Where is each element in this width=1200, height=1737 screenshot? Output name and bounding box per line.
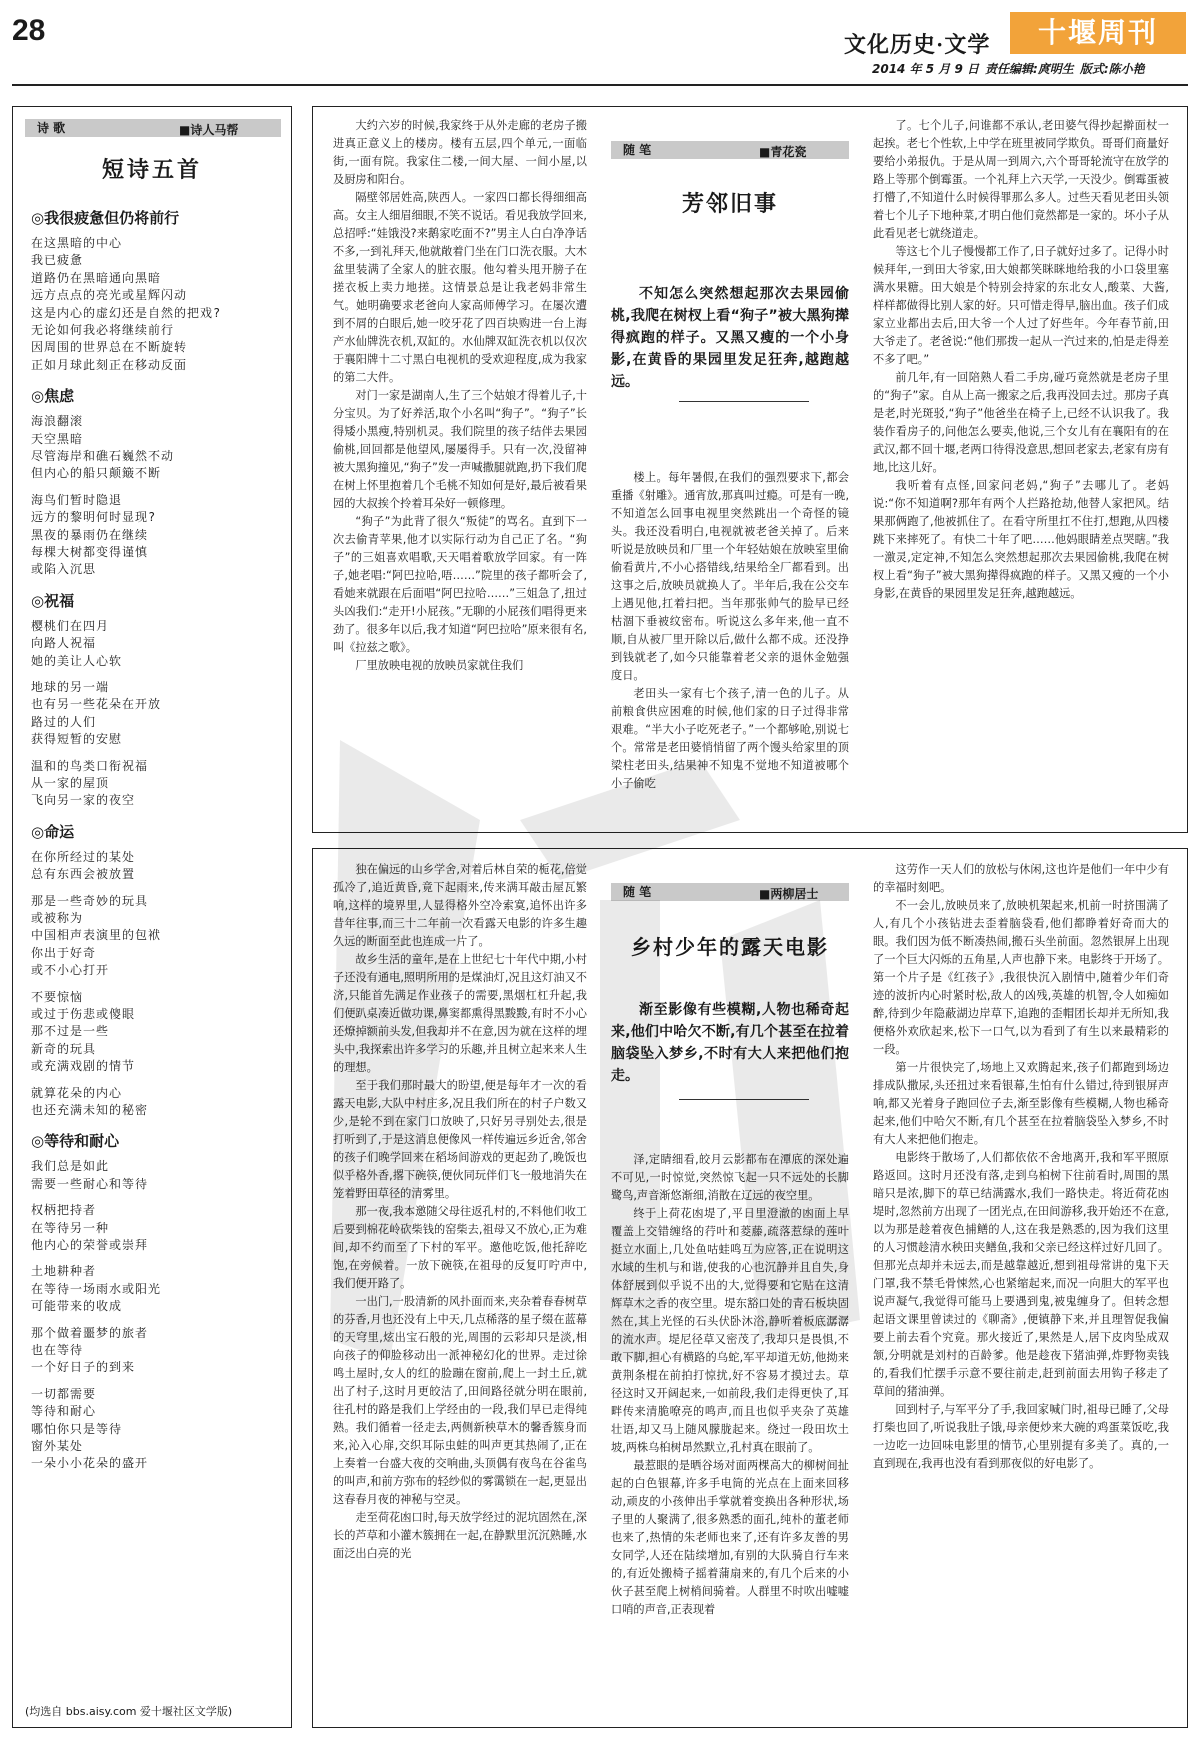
paragraph: 前几年,有一回陪熟人看二手房,碰巧竟然就是老房子里的“狗子”家。自从上高一搬家之后,我再没回去过。那房子真是老,时光斑驳,“狗子”他爸坐在椅子上,已经不认识我了。我装作看房子的,问他怎么要卖,他说,三个女儿有在襄阳有的在武汉,都不回十堰,老两口待得没意思,想回老家去,老家有房有地,比这儿好。 [873, 371, 1169, 474]
paragraph: 对门一家是湖南人,生了三个姑娘才得着儿子,十分宝贝。为了好养活,取个小名叫“狗子”。“狗子”长得矮小黑瘦,特别机灵。我们院里的孩子结伴去果园偷桃,回回都是他望风,屡屡得手。只有一次,没留神被大黑狗撞见,“狗子”发一声喊撒腿就跑,扔下我们爬在树上怀里抱着几个毛桃不知如何是好,最后被看果园的大叔挨个拎着耳朵好一顿修理。 [333, 389, 587, 510]
article1-lead: 不知怎么突然想起那次去果园偷桃,我爬在树杈上看“狗子”被大黑狗撵得疯跑的样子。又黑又瘦的一个小身影,在黄昏的果园里发足狂奔,越跑越远。 [611, 286, 849, 390]
article-fangling [312, 106, 1188, 833]
paragraph: 楼上。每年暑假,在我们的强烈要求下,都会重播《射雕》。通宵放,那真叫过瘾。可是有一晚,不知道怎么回事电视里突然跳出一个奇怪的镜头。我还没看明白,电视就被老爸关掉了。后来听说是放映员和厂里一个年轻姑娘在放映室里偷偷看黄片,不小心搭错线,结果给全厂都看到。出这事之后,放映员就换人了。半年后,我在公交车上遇见他,扛着扫把。当年那张帅气的脸早已经枯涸下垂被纹密布。听说这么多年来,他一直不顺,自从被厂里开除以后,做什么都不成。还没挣到钱就老了,如今只能靠着老父亲的退休金勉强度日。 [611, 471, 849, 682]
paragraph: 我听着有点怪,回家问老妈,“狗子”去哪儿了。老妈说:“你不知道啊?那年有两个人拦路抢劫,他替人家把风。结果那俩跑了,他被抓住了。在看守所里扛不住打,想跑,从四楼跳下来摔死了。有快二十年了吧……他妈眼睛差点哭瞎。”我一激灵,定定神,不知怎么突然想起那次去果园偷桃,我爬在树杈上看“狗子”被大黑狗撵得疯跑的样子。又黑又瘦的一个小身影,在黄昏的果园里发足狂奔,越跑越远。 [873, 479, 1169, 600]
paragraph: 那一夜,我本邀随父母往返孔村的,不料他们收工后要到棉花岭砍柴钱的窑柴去,祖母又不放心,正为难间,却不约而至了下村的军平。邀他吃饭,他托辞吃饱,在旁候着。一放下碗筷,在祖母的反复叮咛声中,我们便开路了。 [333, 1205, 587, 1290]
poem-line: 等待和耐心 [31, 1404, 97, 1419]
poem-line: 她的美让人心软 [31, 653, 123, 668]
poem-line: 在等待一场雨水或阳光 [31, 1281, 162, 1296]
section-title: 文化历史·文学 [844, 32, 991, 57]
poem-line: 我们总是如此 [31, 1159, 110, 1174]
article1-divider [679, 401, 809, 402]
article2-title: 乡村少年的露天电影 [631, 935, 829, 959]
poem-line: 向路人祝福 [31, 636, 97, 651]
paragraph: 这劳作一天人们的放松与休闲,这也许是他们一年中少有的幸福时刻吧。 [873, 863, 1169, 894]
paragraph: 电影终于散场了,人们都依依不舍地离开,我和军平照原路返回。这时月还没有落,走到乌桕树下往前看时,周围的黑暗只是浓,脚下的草已结满露水,我们一路快走。将近荷花凼堤时,忽然前方出现了一团光点,在田间游移,我开始还不在意,以为那是趁着夜色捕鳝的人,这在我是熟悉的,因为我们这里的人习惯趁清水秧田夹鳝鱼,我和父亲已经这样过好几回了。但那光点却并未远去,而是越靠越近,想到祖母常讲的鬼下天门罩,我不禁毛骨悚然,心也紧缩起来,而况一向胆大的军平也说声凝气,我觉得可能马上要遇到鬼,被鬼缠身了。但转念想起语文课里曾读过的《聊斋》,便镇静下来,并且理智促我偏要上前去看个究竟。那火接近了,果然是人,居下皮肉坠成双颔,分明就是刘村的百龄爹。他是趁夜下猪油弹,炸野物卖钱的,看我们忙摆手示意不要往前走,赶到前面去用钩子移走了草间的猪油弹。 [873, 1151, 1169, 1398]
poem-line: 无论如何我必将继续前行 [31, 323, 175, 337]
poem-line: 你出于好奇 [31, 945, 97, 960]
paragraph: 回到村子,与军平分了手,我回家喊门时,祖母已睡了,父母打柴也回了,听说我肚子饿,母亲便炒来大碗的鸡蛋菜饭吃,我一边吃一边回味电影里的情节,心里别提有多美了。真的,一直到现在,我再也没有看到那夜似的好电影了。 [873, 1403, 1169, 1470]
poem-line: 也还充满未知的秘密 [31, 1103, 149, 1117]
paragraph: 走至荷花凼口时,每天放学经过的泥坑固然在,深长的芦草和小灌木簇拥在一起,在静默里沉沉熟睡,水面泛出白亮的光 [333, 1511, 587, 1560]
poem-line: 我已疲惫 [31, 253, 84, 268]
article1-col2 [611, 469, 849, 825]
poetry-column [12, 106, 292, 1728]
paragraph: 不一会儿,放映员来了,放映机架起来,机前一时挤围满了人,有几个小孩钻进去歪着脑袋看,他们都睁着好奇而大的眼。我们因为低不断凑热闹,搬石头坐前面。忽然银屏上出现了一个巨大闪烁的五角星,人声也静下来。电影终于开场了。第一个片子是《红孩子》,我很快沉入剧情中,随着少年们奇迹的波折内心时紧时松,敌人的凶残,英雄的机智,令人如痴如醉,待到少年隐蔽湖边岸草下,追跑的歪帽团长却并无所知,我便格外欢欣起来,松下一口气,以为看到了有生以来最精彩的一段。 [873, 899, 1169, 1056]
poem-line: 飞向另一家的夜空 [31, 793, 136, 808]
poem-line: 天空黑暗 [31, 431, 84, 446]
poem-line: 窗外某处 [31, 1439, 84, 1453]
poem-line: 不要惊恼 [31, 989, 84, 1004]
poem-line: 正如月球此刻正在移动反面 [31, 357, 188, 372]
paragraph: 等这七个儿子慢慢都工作了,日子就好过多了。记得小时候拜年,一到田大爷家,田大娘都笑眯眯地给我的小口袋里塞满水果糖。田大娘是个特别会持家的东北女人,酸菜、大酱,样样都做得比别人家的好。只可惜走得早,脑出血。孩子们成家立业都出去后,田大爷一个人过了好些年。今年春节前,田大爷走了。老爸说:“他们那拨一起从一汽过来的,怕是走得差不多了吧。” [873, 245, 1169, 366]
poem-line: 总有东西会被放置 [31, 867, 136, 882]
poem-line: 那是一些奇妙的玩具 [31, 893, 149, 908]
poem-line: 他内心的荣誉或崇拜 [31, 1238, 149, 1252]
article2-lead: 渐至影像有些模糊,人物也稀奇起来,他们中哈欠不断,有几个甚至在拉着脑袋坠入梦乡,不时有大人来把他们抱走。 [611, 1002, 849, 1084]
article2-tag: 随 笔 [611, 883, 849, 901]
poem-line: 尽管海岸和礁石巍然不动 [31, 449, 175, 463]
poetry-title: 短诗五首 [101, 157, 202, 183]
article2-divider [679, 1099, 809, 1100]
poem-heading: ◎祝福 [31, 591, 75, 610]
article2-col3 [873, 861, 1169, 1721]
poem-line: 路过的人们 [31, 714, 97, 729]
poem-line: 那个做着噩梦的旅者 [31, 1325, 149, 1340]
poetry-tag: 诗 歌 [25, 119, 281, 137]
article1-author: ■青花瓷 [759, 145, 807, 159]
paragraph: “狗子”为此背了很久“叛徒”的骂名。直到下一次去偷青苹果,他才以实际行动为自己正了名。“狗子”的三姐喜欢唱歌,天天唱着歌放学回家。有一阵子,她老唱:“阿巴拉哈,唔……”院里的孩子都听会了,看她来就跟在后面唱“阿巴拉哈……”三姐急了,扭过头凶我们:“走开!小屁孩。”无聊的小屁孩们唱得更来劲了。很多年以后,我才知道“阿巴拉哈”原来很有名,叫《拉兹之歌》。 [333, 515, 587, 654]
paragraph: 独在偏远的山乡学舍,对着后林自荣的栀花,倍觉孤冷了,追近黄昏,竟下起雨来,传来满耳敲击屋瓦繁响,这样的境界里,人显得格外空冷索寞,追怀出许多昔年往事,而三十二年前一次看露天电影的许多生趣久远的断面至此也连成一片了。 [333, 863, 587, 948]
poem-line: 在这黑暗的中心 [31, 236, 123, 250]
article2-col1 [333, 861, 587, 1721]
paragraph: 故乡生活的童年,是在上世纪七十年代中期,小村子还没有通电,照明所用的是煤油灯,况且这灯油又不济,只能首先满足作业孩子的需要,黑烟杠杠升起,我们便趴桌凑近做功课,鼻窦都熏得黑黢黢,有时不小心还燎掉额前头发,但我却并不在意,因为就在这样的埋头中,我探索出许多学习的乐趣,并且树立起来来人生的理想。 [333, 953, 587, 1074]
paragraph: 了。七个儿子,问谁都不承认,老田婆气得抄起擀面杖一起挨。老七个性软,上中学在班里被同学欺负。哥哥们商量好要给小弟报仇。于是从周一到周六,六个哥哥轮流守在放学的路上等那个倒霉蛋。一个礼拜上六天学,一天没少。倒霉蛋被打懵了,不知道什么时候得罪那么多人。过些天看见老田头领着七个儿子下地种菜,才明白他们竟然都是一家的。坏小子从此看见老七就绕道走。 [873, 119, 1169, 240]
poem-line: 一个好日子的到来 [31, 1360, 136, 1375]
poem-line: 权柄把持者 [31, 1203, 97, 1218]
date: 2014 年 5 月 9 日 [872, 62, 979, 76]
header-rule [12, 84, 1188, 86]
paragraph: 老田头一家有七个孩子,清一色的儿子。从前粮食供应困难的时候,他们家的日子过得非常艰难。“半大小子吃死老子。”一个都够呛,别说七个。常常是老田婆悄悄留了两个馒头给家里的顶梁柱老田头,结果神不知鬼不觉地不知道被哪个小子偷吃 [611, 687, 849, 790]
paragraph: 厂里放映电视的放映员家就住我们 [355, 659, 524, 672]
poem-line: 需要一些耐心和等待 [31, 1176, 149, 1191]
paragraph: 泽,定睛细看,皎月云影都布在潭底的深处遍不可见,一时惊觉,突然惊飞起一只不远处的长脚鹭鸟,声音渐悠渐细,消散在辽远的夜空里。 [611, 1153, 849, 1202]
poetry-author: ■诗人马帮 [179, 123, 239, 137]
article1-col3 [873, 117, 1169, 825]
poem-line: 温和的鸟类口衔祝福 [31, 758, 149, 773]
poem-line: 也有另一些花朵在开放 [31, 697, 162, 712]
paragraph: 最惹眼的是晒谷场对面两棵高大的柳树间扯起的白色银幕,许多手电筒的光点在上面来回移动,顽皮的小孩伸出手掌就着变换出各种形状,场子里的人聚满了,很多熟悉的面孔,纯朴的董老师也来了,热情的朱老师也来了,还有许多友善的男女同学,人还在陆续增加,有别的大队骑自行车来的,有近处搬椅子摇着蒲扇来的,有几个后来的小伙子甚至爬上树梢间骑着。人群里不时吹出嘘嘘口哨的声音,正表现着 [611, 1459, 849, 1616]
poem-line: 或陷入沉思 [31, 562, 97, 577]
poem-line: 一切都需要 [31, 1386, 97, 1401]
poem-line: 或过于伤悲或傻眼 [31, 1007, 136, 1021]
brand-badge: 十堰周刊 [1010, 12, 1186, 54]
paragraph: 终于上荷花凼堤了,平日里澄澈的凼面上早覆盖上交错缠络的荇叶和菱藤,疏落惹绿的莲叶挺立水面上,几处鱼咕蛙鸣互为应答,正在说明这水域的生机与和谐,使我的心也沉静并且自失,身体舒展到似乎说不出的大,觉得要和它贴在这清辉草木之香的夜空里。堤东豁口处的青石板块固然在,其上光怪的石头伏卧沐浴,静听着板底潺潺的流水声。堤尼径草又密茂了,我却只是畏惧,不敢下脚,担心有横路的乌蛇,军平却道无妨,他拗来黄荆条棍在前拍打惊扰,好不容易才摸过去。草径这时又开阔起来,一如前段,我们走得更快了,耳畔传来清脆嘹亮的鸣声,而且也似乎夹杂了英雄壮语,却又马上随风朦胧起来。绕过一段田坎土坡,两株乌桕树昂然默立,孔村真在眼前了。 [611, 1207, 849, 1454]
paragraph: 大约六岁的时候,我家终于从外走廊的老房子搬进真正意义上的楼房。楼有五层,四个单元,一面临街,一面有院。我家住二楼,一间大屋、一间小屋,以及厨房和阳台。 [333, 119, 587, 186]
poem-heading: ◎命运 [31, 822, 75, 841]
paragraph: 至于我们那时最大的盼望,便是每年才一次的看露天电影,大队中村庄多,况且我们所在的村子户数又少,是轮不到在家门口放映了,只好另寻别处去,很是打听到了,于是这消息便像风一样传遍远乡近舍,邻舍的孩子们晚学回来在稻场间游戏的更起劲了,晚饭也似乎格外香,撂下碗筷,便伙同玩伴们飞一般地消失在笼着野田草径的清雾里。 [333, 1079, 587, 1200]
poem-line: 哪怕你只是等待 [31, 1421, 123, 1436]
article-xiangcun [312, 848, 1188, 1728]
poem-line: 从一家的屋顶 [31, 776, 110, 790]
article1-col1 [333, 117, 587, 825]
poem-line: 地球的另一端 [31, 680, 110, 694]
dateline [872, 60, 1151, 77]
poem-line: 一朵小小花朵的盛开 [31, 1456, 149, 1471]
page-number: 28 [12, 14, 46, 47]
poem-heading: ◎等待和耐心 [31, 1132, 120, 1151]
poem-line: 每棵大树都变得谨慎 [31, 545, 149, 559]
paragraph: 第一片很快完了,场地上又欢腾起来,孩子们都跑到场边排成队撒尿,头还扭过来看银幕,生怕有什么错过,待到银屏声响,都又光着身子跑回位子去,渐至影像有些模糊,人物也稀奇起来,他们中哈欠不断,有几个甚至在拉着脑袋坠入梦乡,不时有大人来把他们抱走。 [873, 1061, 1169, 1146]
poem-line: 海浪翻滚 [31, 414, 84, 429]
article1-tag: 随 笔 [611, 141, 849, 159]
poem-line: 道路仍在黑暗通向黑暗 [31, 270, 162, 285]
poem-line: 那不过是一些 [31, 1024, 110, 1039]
poem-line: 樱桃们在四月 [31, 618, 110, 633]
poem-line: 获得短暂的安慰 [31, 732, 123, 747]
poem-heading: ◎我很疲惫但仍将前行 [31, 209, 180, 227]
poem-line: 中国相声表演里的包袱 [31, 928, 162, 943]
poem-line: 就算花朵的内心 [31, 1085, 123, 1100]
poem-line: 在你所经过的某处 [31, 849, 136, 864]
layout-credit: 版式:陈小艳 [1079, 62, 1145, 76]
poem-line: 或不小心打开 [31, 963, 110, 978]
poem-line: 可能带来的收成 [31, 1299, 123, 1314]
article2-author: ■两柳居士 [759, 887, 819, 901]
poem-line: 这是内心的虚幻还是自然的把戏? [31, 305, 222, 320]
poem-line: 也在等待 [31, 1343, 84, 1357]
poem-line: 或被称为 [31, 911, 84, 925]
poem-line: 但内心的船只颠簸不断 [31, 466, 162, 481]
poem-line: 土地耕种者 [31, 1264, 97, 1279]
poem-line: 远方的黎明何时显现? [31, 510, 157, 525]
poem-line: 在等待另一种 [31, 1220, 110, 1235]
poem-line: 黑夜的暴雨仍在继续 [31, 527, 149, 542]
poem-line: 新奇的玩具 [31, 1041, 97, 1056]
article1-title: 芳邻旧事 [681, 191, 778, 217]
poem-line: 远方点点的亮光或星辉闪动 [31, 288, 188, 303]
poem-heading: ◎焦虑 [31, 387, 75, 406]
poetry-footer: (均选自 bbs.aisy.com 爱十堰社区文学版) [25, 1705, 233, 1718]
article2-col2 [611, 1151, 849, 1721]
poem-line: 因周围的世界总在不断旋转 [31, 340, 188, 355]
paragraph: 隔壁邻居姓高,陕西人。一家四口都长得细细高高。女主人细眉细眼,不笑不说话。看见我放学回来,总招呼:“娃饿没?来鹅家吃面不?”男主人白白净净话不多,一到礼拜天,他就敞着门坐在门口洗衣服。大木盆里装满了全家人的脏衣服。他勾着头甩开膀子在搓衣板上卖力地搓。这情景总是让我老妈非常生气。她明确要求老爸向人家高师傅学习。在屡次遭到不屑的白眼后,她一咬牙花了四百块购进一台上海产水仙牌洗衣机,双缸的。水仙牌双缸洗衣机以仅次于襄阳牌十二寸黑白电视机的受欢迎程度,成为我家的第二大件。 [333, 191, 587, 384]
poem-line: 海鸟们暂时隐退 [31, 492, 123, 507]
paragraph: 一出门,一股清新的风扑面而来,夹杂着春春树草的芬香,月也还没有上中天,几点稀落的星子缀在蓝幕的天穹里,炫出宝石般的光,周围的云彩却只是淡,相向孩子的仰脸移动出一派神秘幻化的世界。走过徐鸣土屋时,女人的红的脸蹦在窗前,爬上一封土丘,就出了村子,这时月更皎洁了,田间路径就分明在眼前,往孔村的路是我们上学经由的一段,我们早已走得纯熟。我们循着一径走去,两侧新秧草木的馨香簇身而来,沁入心扉,交织耳际虫蛙的叫声更其热闹了,正在上奏着一台盛大夜的交响曲,头顶偶有夜鸟在谷雀鸟的叫声,和前方弥布的轻纱似的雾霭锁在一起,更显出这春春月夜的神秘与空灵。 [333, 1295, 587, 1506]
poem-line: 或充满戏剧的情节 [31, 1059, 136, 1074]
editor: 责任编辑:庹明生 [985, 62, 1074, 76]
